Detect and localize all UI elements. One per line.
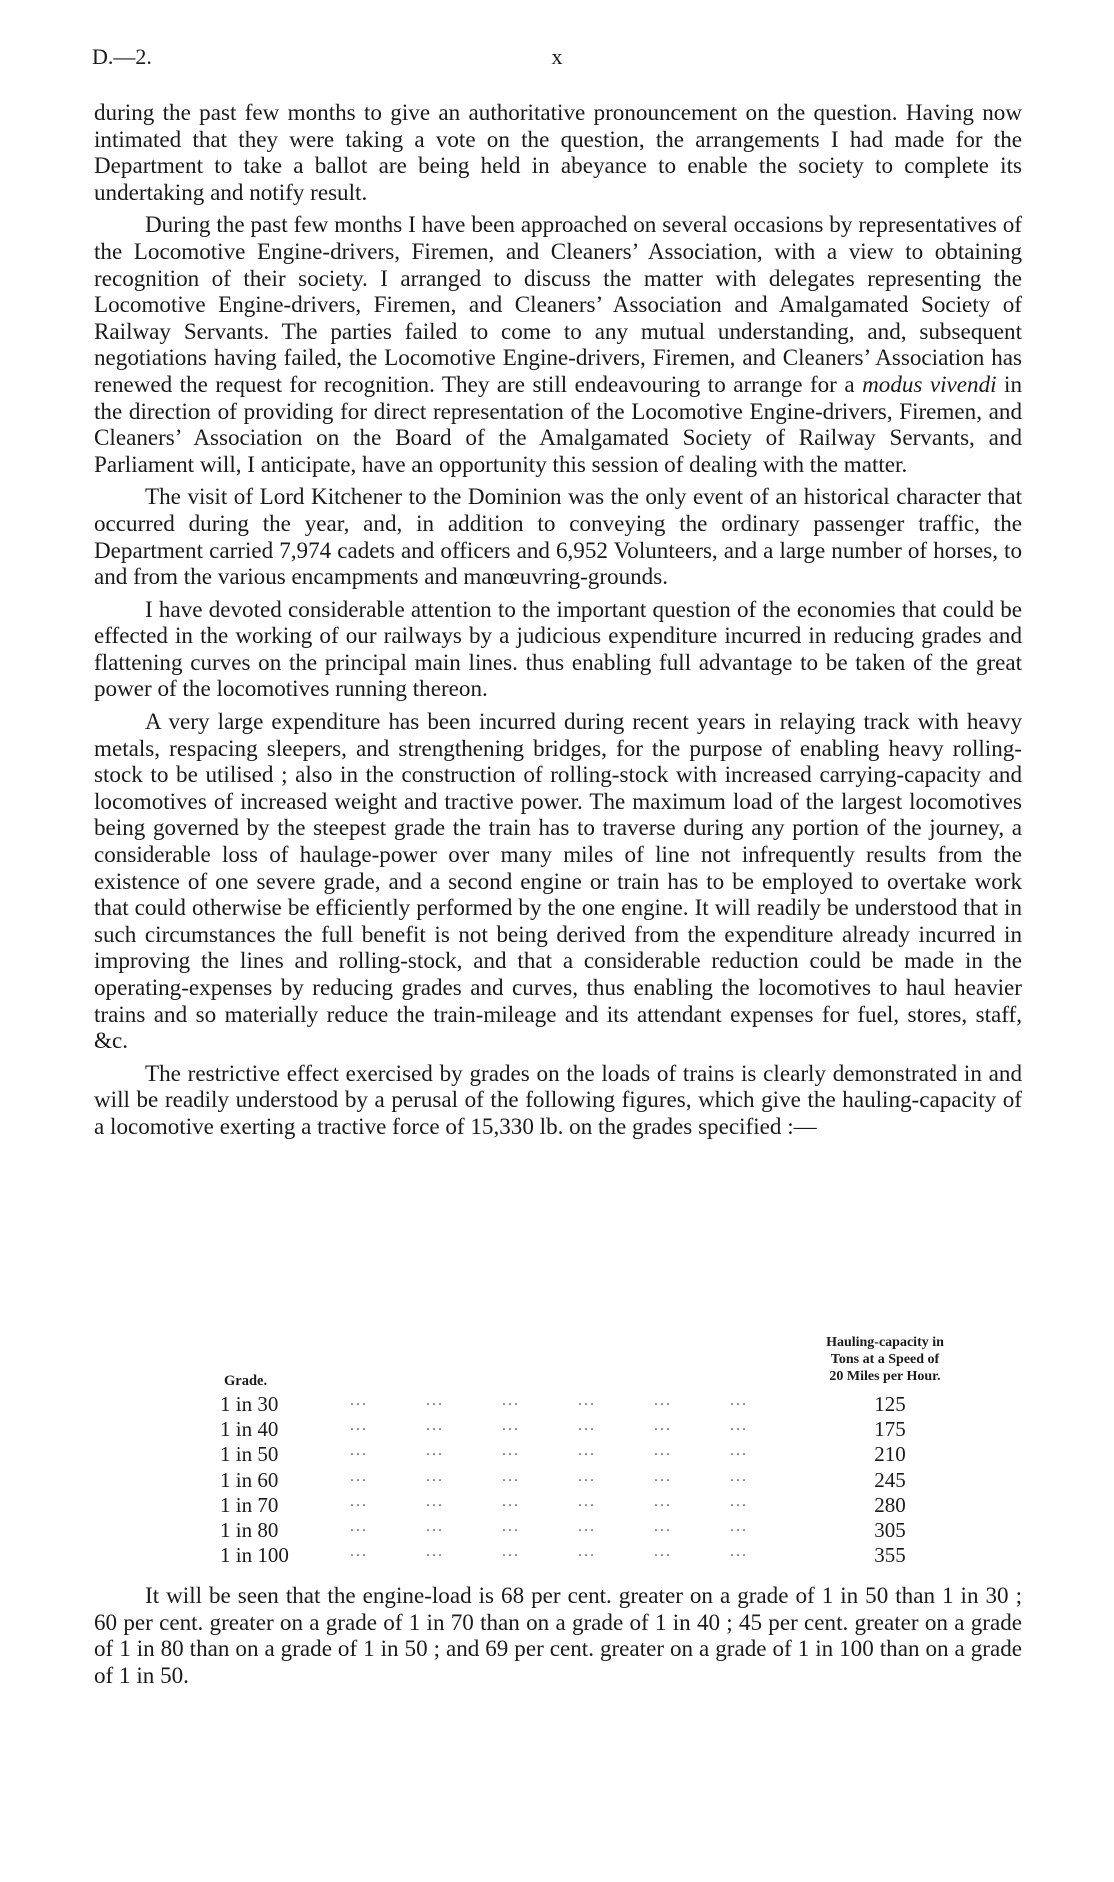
paragraph-association-text: During the past few months I have been approached on several occasions by representatives of the Locomotive Engine-drivers, Firemen, and Cleaners’ Association, with a view to obtaining recognition of their society. I arranged to discuss the matter with delegates representing the Locomotive Engine-drivers, Firemen, and Cleaners’ Association and Amalgamated Society of Railway Servants. The parties failed to come to any mutual understanding, and, subsequent negotiations having failed, the Locomotive Engine-drivers, Firemen, and Cleaners’ Association has renewed the request for recognition. They are still endeavouring to arrange for a bbox=[94, 211, 1022, 397]
capacity-cell: 280 bbox=[874, 1492, 906, 1517]
table-row bbox=[220, 1417, 980, 1442]
paragraph-economies: I have devoted considerable attention to the important question of the economies that could be effected in the working of our railways by a judicious expenditure incurred in reducing grades and flattening curves on the principal main lines. thus enabling full advantage to be taken of the great power of the locomotives running thereon. bbox=[94, 595, 1022, 702]
dot-leaders: ... ... ... ... ... ... bbox=[350, 1492, 748, 1510]
paragraph-association-text-cont: in the direction of providing for direct representation of the Locomotive Engine-drivers, Firemen, and Cleaners’ Association on the Board of the Amalgamated Society of Railway Servants, and Parliament will, I anticipate, have an opportunity this session of dealing with the matter. bbox=[94, 370, 1023, 477]
grade-cell: 1 in 70 bbox=[220, 1492, 279, 1517]
grade-cell: 1 in 100 bbox=[220, 1543, 289, 1568]
paragraph-summary: It will be seen that the engine-load is 68 per cent. greater on a grade of 1 in 50 than 1 in 30 ; 60 per cent. greater on a grade of 1 in 70 than on a grade of 1 in 40 ; 45 per cent. greater on a grade of 1 in 80 than on a grade of 1 in 50 ; and 69 per cent. greater on a grade of 1 in 100 than on a grade of 1 in 50. bbox=[94, 1582, 1022, 1688]
table-row bbox=[220, 1468, 980, 1493]
capacity-cell: 245 bbox=[874, 1467, 906, 1492]
dot-leaders: ... ... ... ... ... ... bbox=[350, 1517, 748, 1535]
capacity-cell: 175 bbox=[874, 1417, 906, 1442]
latin-phrase: modus vivendi bbox=[862, 370, 997, 397]
hauling-capacity-table bbox=[220, 1334, 980, 1568]
body-text bbox=[94, 99, 1022, 1140]
table-row bbox=[220, 1442, 980, 1467]
table-row bbox=[220, 1543, 980, 1568]
document-reference: D.—2. bbox=[92, 44, 152, 69]
dot-leaders: ... ... ... ... ... ... bbox=[350, 1543, 748, 1561]
dot-leaders: ... ... ... ... ... ... bbox=[350, 1392, 748, 1409]
table-row bbox=[220, 1493, 980, 1518]
capacity-cell: 305 bbox=[874, 1517, 906, 1542]
column-header-grade: Grade. bbox=[224, 1373, 268, 1389]
grade-cell: 1 in 30 bbox=[220, 1392, 279, 1416]
paragraph-expenditure: A very large expenditure has been incurred during recent years in relaying track with heavy metals, respacing sleepers, and strengthening bridges, for the purpose of enabling heavy rolling-stock to be utilised ; also in the construction of rolling-stock with increased carrying-capacity and locomotives of increased weight and tractive power. The maximum load of the largest locomotives being governed by the steepest grade the train has to traverse during any portion of the journey, a considerable loss of haulage-power over many miles of line not infrequently results from the existence of one severe grade, and a second engine or train has to be employed to overtake work that could otherwise be efficiently performed by the one engine. It will readily be understood that in such circumstances the full benefit is not being derived from the expenditure already incurred in improving the lines and rolling-stock, and that a considerable reduction could be made in the operating-expenses by reducing grades and curves, thus enabling the locomotives to haul heavier trains and so materially reduce the train-mileage and its attendant expenses for fuel, stores, staff, &c. bbox=[94, 708, 1022, 1054]
table-body bbox=[220, 1392, 980, 1568]
paragraph-association bbox=[94, 211, 1022, 477]
capacity-cell: 210 bbox=[874, 1442, 906, 1467]
table-header bbox=[220, 1334, 980, 1392]
grade-cell: 1 in 80 bbox=[220, 1517, 279, 1542]
page-number: x bbox=[551, 44, 563, 69]
table-row bbox=[220, 1518, 980, 1543]
column-header-hauling-capacity bbox=[790, 1334, 980, 1385]
capacity-cell: 355 bbox=[874, 1543, 906, 1568]
column-header-line: Hauling-capacity in bbox=[826, 1335, 944, 1350]
paragraph-grades: The restrictive effect exercised by grades on the loads of trains is clearly demonstrated in and will be readily understood by a perusal of the following figures, which give the hauling-capacity of a locomotive exerting a tractive force of 15,330 lb. on the grades specified :— bbox=[94, 1059, 1022, 1139]
closing-paragraph bbox=[94, 1582, 1022, 1688]
table-row bbox=[220, 1392, 980, 1417]
capacity-cell: 125 bbox=[874, 1392, 906, 1416]
paragraph-continued: during the past few months to give an authoritative pronouncement on the question. Having now intimated that they were taking a vote on the question, the arrangements I had made for the Department to take a ballot are being held in abeyance to enable the society to complete its undertaking and notify result. bbox=[94, 99, 1022, 205]
dot-leaders: ... ... ... ... ... ... bbox=[350, 1442, 748, 1460]
grade-cell: 1 in 40 bbox=[220, 1417, 279, 1442]
dot-leaders: ... ... ... ... ... ... bbox=[350, 1417, 748, 1435]
paragraph-kitchener: The visit of Lord Kitchener to the Dominion was the only event of an historical character that occurred during the year, and, in addition to conveying the ordinary passenger traffic, the Department carried 7,974 cadets and officers and 6,952 Volunteers, and a large number of horses, to and from the various encampments and manœuvring-grounds. bbox=[94, 483, 1022, 590]
grade-cell: 1 in 60 bbox=[220, 1467, 279, 1492]
page-header bbox=[92, 44, 1022, 74]
column-header-line: 20 Miles per Hour. bbox=[829, 1369, 941, 1384]
column-header-line: Tons at a Speed of bbox=[830, 1352, 940, 1367]
dot-leaders: ... ... ... ... ... ... bbox=[350, 1467, 748, 1485]
grade-cell: 1 in 50 bbox=[220, 1442, 279, 1467]
